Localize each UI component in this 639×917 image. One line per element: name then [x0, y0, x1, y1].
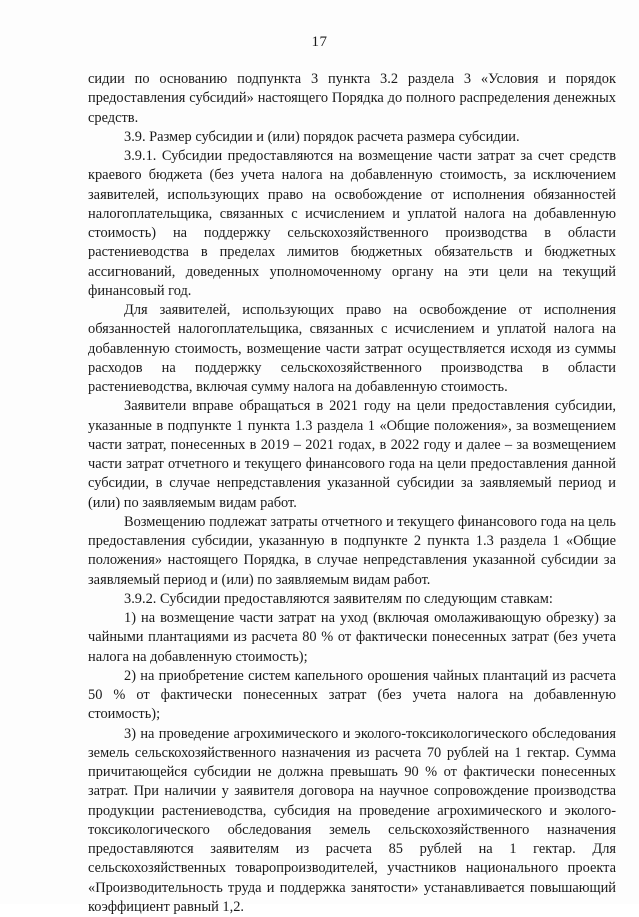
paragraph-vat-exempt: Для заявителей, использующих право на освобождение от исполнения обязанностей налогоплательщика, связанных с исчислением и уплатой налога на добавленную стоимость, возмещение части затрат осуществляется исходя из суммы расходов на поддержку сельскохозяйственного производства в области растениеводства, включая сумму налога на добавленную стоимость.: [88, 301, 616, 397]
list-item-rate-2: 2) на приобретение систем капельного орошения чайных плантаций из расчета 50 % от фактически понесенных затрат (без учета налога на добавленную стоимость);: [88, 667, 616, 725]
paragraph-section-3-9-2: 3.9.2. Субсидии предоставляются заявителям по следующим ставкам:: [88, 590, 616, 609]
list-item-rate-3: 3) на проведение агрохимического и эколого-токсикологического обследования земель сельскохозяйственного назначения из расчета 70 рублей на 1 гектар. Сумма причитающейся субсидии не должна превышать 90 % от фактически понесенных затрат. При наличии у заявителя договора на научное сопровождение производства продукции растениеводства, субсидия на проведение агрохимического и эколого-токсикологического обследования земель сельскохозяйственного назначения предоставляются заявителям из расчета 85 рублей на 1 гектар. Для сельскохозяйственных товаропроизводителей, участников национального проекта «Производительность труда и поддержка занятости» устанавливается повышающий коэффициент равный 1,2.: [88, 725, 616, 917]
paragraph-section-3-9: 3.9. Размер субсидии и (или) порядок расчета размера субсидии.: [88, 128, 616, 147]
paragraph-continuation: сидии по основанию подпункта 3 пункта 3.2 раздела 3 «Условия и порядок предоставления субсидий» настоящего Порядка до полного распределения денежных средств.: [88, 70, 616, 128]
paragraph-reimbursement: Возмещению подлежат затраты отчетного и текущего финансового года на цель предоставления субсидии, указанную в подпункте 2 пункта 1.3 раздела 1 «Общие положения» настоящего Порядка, в случае непредставления указанной субсидии за заявляемый период и (или) по заявляемым видам работ.: [88, 513, 616, 590]
paragraph-applicants-2021: Заявители вправе обращаться в 2021 году на цели предоставления субсидии, указанные в подпункте 1 пункта 1.3 раздела 1 «Общие положения», за возмещением части затрат, понесенных в 2019 – 2021 годах, в 2022 году и далее – за возмещением части затрат отчетного и текущего финансового года на цели предоставления данной субсидии, в случае непредставления указанной субсидии за заявляемый период и (или) по заявляемым видам работ.: [88, 397, 616, 513]
page-number: 17: [0, 34, 639, 51]
list-item-rate-1: 1) на возмещение части затрат на уход (включая омолаживающую обрезку) за чайными плантациями из расчета 80 % от фактически понесенных затрат (без учета налога на добавленную стоимость);: [88, 609, 616, 667]
paragraph-section-3-9-1: 3.9.1. Субсидии предоставляются на возмещение части затрат за счет средств краевого бюджета (без учета налога на добавленную стоимость, за исключением заявителей, использующих право на освобождение от исполнения обязанностей налогоплательщика, связанных с исчислением и уплатой налога на добавленную стоимость) на поддержку сельскохозяйственного производства в области растениеводства в пределах лимитов бюджетных обязательств и бюджетных ассигнований, доведенных уполномоченному органу на эти цели на текущий финансовый год.: [88, 147, 616, 301]
document-body: [88, 70, 616, 917]
